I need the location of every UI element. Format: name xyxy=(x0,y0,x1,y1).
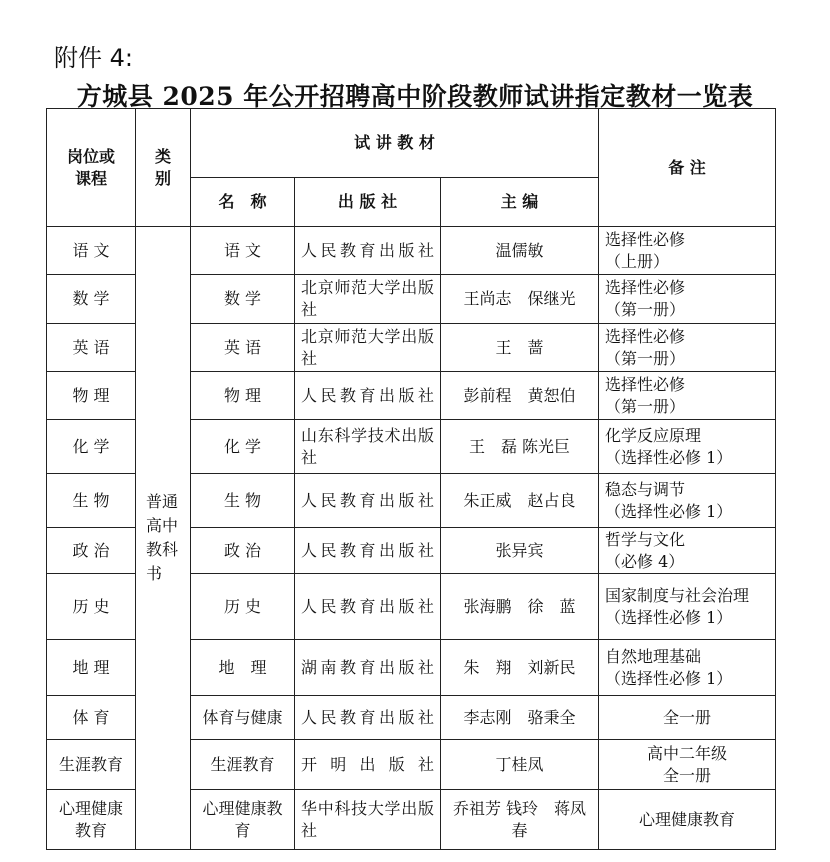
course-cell: 英 语 xyxy=(47,324,136,372)
header-position: 岗位或 课程 xyxy=(47,109,136,227)
remark-line: （选择性必修 1） xyxy=(605,607,733,627)
course-cell: 语 文 xyxy=(47,227,136,275)
remark-line: 选择性必修 xyxy=(605,229,686,249)
remarks-cell xyxy=(599,740,776,790)
remarks-cell xyxy=(599,324,776,372)
publisher-cell: 人民教育出版社 xyxy=(295,528,441,574)
remark-line: 国家制度与社会治理 xyxy=(605,585,750,605)
name-cell: 心理健康教育 xyxy=(191,790,295,850)
remark-line: （第一册） xyxy=(605,348,686,368)
remark-line: 全一册 xyxy=(663,707,712,727)
remark-line: （必修 4） xyxy=(605,551,685,571)
editor-cell: 王 蔷 xyxy=(441,324,599,372)
remarks-cell xyxy=(599,528,776,574)
remark-line: 全一册 xyxy=(663,765,712,785)
remark-line: 哲学与文化 xyxy=(605,529,686,549)
remark-line: （选择性必修 1） xyxy=(605,668,733,688)
attachment-label: 附件 4: xyxy=(54,44,133,72)
publisher-cell: 开明出版社 xyxy=(295,740,441,790)
page-title: 方城县 2025 年公开招聘高中阶段教师试讲指定教材一览表 xyxy=(76,82,754,111)
course-cell: 数 学 xyxy=(47,275,136,324)
name-cell: 体育与健康 xyxy=(191,696,295,740)
remark-line: 高中二年级 xyxy=(647,743,728,763)
name-cell: 语 文 xyxy=(191,227,295,275)
name-cell: 政 治 xyxy=(191,528,295,574)
remarks-cell xyxy=(599,420,776,474)
publisher-cell: 北京师范大学出版社 xyxy=(295,275,441,324)
remarks-cell xyxy=(599,227,776,275)
name-cell: 化 学 xyxy=(191,420,295,474)
remark-line: （选择性必修 1） xyxy=(605,447,733,467)
header-category: 类 别 xyxy=(136,109,191,227)
name-cell: 生 物 xyxy=(191,474,295,528)
table-row xyxy=(47,227,776,275)
remark-line: （选择性必修 1） xyxy=(605,501,733,521)
editor-cell: 张异宾 xyxy=(441,528,599,574)
publisher-cell: 人民教育出版社 xyxy=(295,474,441,528)
course-cell: 历 史 xyxy=(47,574,136,640)
category-cell: 普通高中教科书 xyxy=(136,227,191,850)
header-remarks: 备 注 xyxy=(599,109,776,227)
course-cell: 地 理 xyxy=(47,640,136,696)
publisher-cell: 湖南教育出版社 xyxy=(295,640,441,696)
name-cell: 历 史 xyxy=(191,574,295,640)
remark-line: 选择性必修 xyxy=(605,374,686,394)
publisher-cell: 华中科技大学出版社 xyxy=(295,790,441,850)
publisher-cell: 人民教育出版社 xyxy=(295,696,441,740)
remarks-cell xyxy=(599,275,776,324)
remark-line: 化学反应原理 xyxy=(605,425,702,445)
course-cell: 心理健康教育 xyxy=(47,790,136,850)
course-cell: 生涯教育 xyxy=(47,740,136,790)
remark-line: 选择性必修 xyxy=(605,278,686,297)
remarks-cell xyxy=(599,372,776,420)
remarks-cell xyxy=(599,640,776,696)
remark-line: （上册） xyxy=(605,251,670,271)
editor-cell: 王尚志 保继光 xyxy=(441,275,599,324)
name-cell: 物 理 xyxy=(191,372,295,420)
course-cell: 政 治 xyxy=(47,528,136,574)
publisher-cell: 山东科学技术出版社 xyxy=(295,420,441,474)
editor-cell: 朱 翔 刘新民 xyxy=(441,640,599,696)
course-cell: 物 理 xyxy=(47,372,136,420)
editor-cell: 李志刚 骆秉全 xyxy=(441,696,599,740)
remark-line: 选择性必修 xyxy=(605,326,686,346)
remark-line: 稳态与调节 xyxy=(605,479,686,499)
editor-cell: 彭前程 黄恕伯 xyxy=(441,372,599,420)
course-cell: 生 物 xyxy=(47,474,136,528)
editor-cell: 乔祖芳 钱玲 蒋凤春 xyxy=(441,790,599,850)
remark-line: 自然地理基础 xyxy=(605,646,702,666)
remarks-cell xyxy=(599,696,776,740)
remark-line: （第一册） xyxy=(605,396,686,416)
publisher-cell: 人民教育出版社 xyxy=(295,372,441,420)
remarks-cell xyxy=(599,790,776,850)
course-cell: 体 育 xyxy=(47,696,136,740)
publisher-cell: 人民教育出版社 xyxy=(295,574,441,640)
name-cell: 地 理 xyxy=(191,640,295,696)
remarks-cell xyxy=(599,574,776,640)
header-materials: 试 讲 教 材 xyxy=(191,109,599,178)
course-cell: 化 学 xyxy=(47,420,136,474)
editor-cell: 王 磊 陈光巨 xyxy=(441,420,599,474)
textbook-table xyxy=(46,108,776,850)
remark-line: （第一册） xyxy=(605,300,686,319)
editor-cell: 丁桂凤 xyxy=(441,740,599,790)
name-cell: 数 学 xyxy=(191,275,295,324)
header-publisher: 出 版 社 xyxy=(295,178,441,227)
editor-cell: 张海鹏 徐 蓝 xyxy=(441,574,599,640)
name-cell: 生涯教育 xyxy=(191,740,295,790)
table-body xyxy=(47,227,776,850)
header-name: 名 称 xyxy=(191,178,295,227)
publisher-cell: 北京师范大学出版社 xyxy=(295,324,441,372)
editor-cell: 温儒敏 xyxy=(441,227,599,275)
remark-line: 心理健康教育 xyxy=(639,809,736,829)
header-editor: 主 编 xyxy=(441,178,599,227)
name-cell: 英 语 xyxy=(191,324,295,372)
remarks-cell xyxy=(599,474,776,528)
publisher-cell: 人民教育出版社 xyxy=(295,227,441,275)
editor-cell: 朱正威 赵占良 xyxy=(441,474,599,528)
